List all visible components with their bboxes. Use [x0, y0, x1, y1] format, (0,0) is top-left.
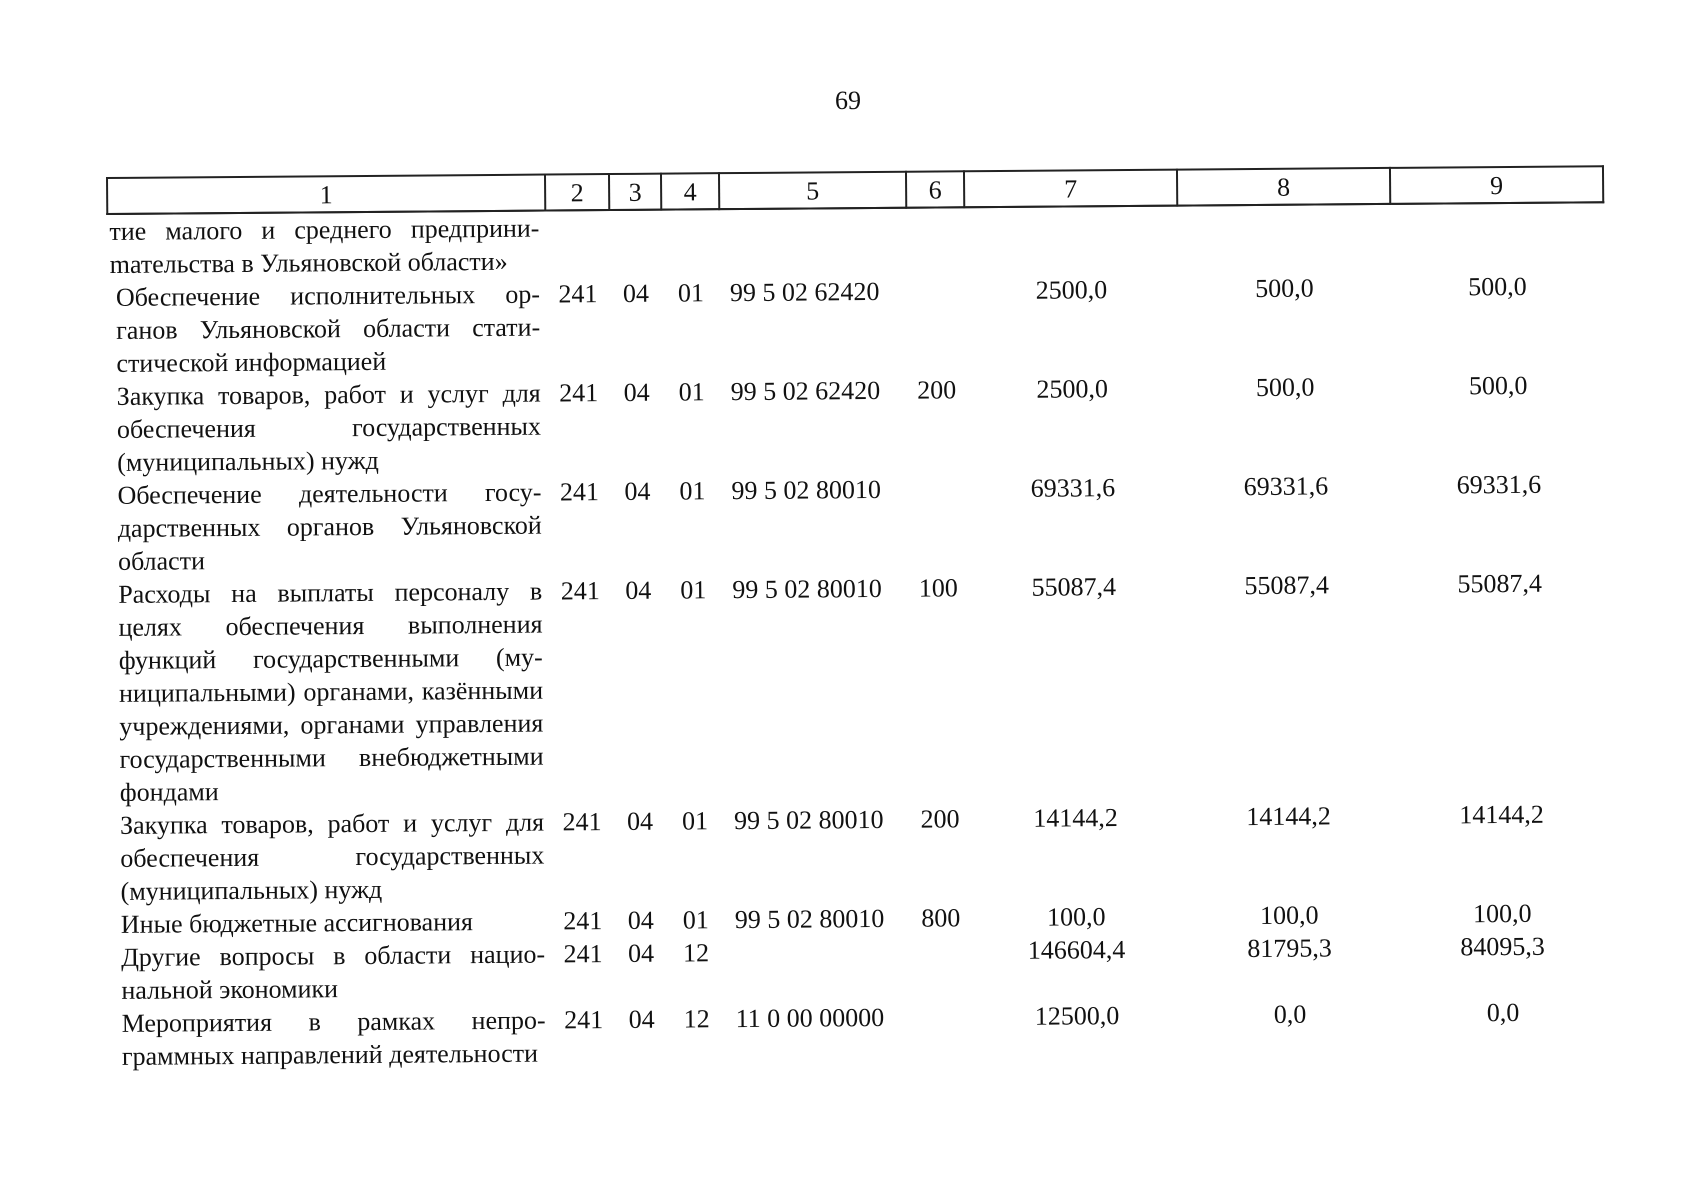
- row-amount-1: 2500,0: [1035, 275, 1108, 305]
- row-subsection: [661, 209, 720, 276]
- column-header-amount-3: 9: [1390, 166, 1603, 204]
- row-amount-3: 55087,4: [1457, 568, 1543, 599]
- row-target-article: 11 0 00 00000: [735, 1002, 885, 1034]
- row-admin: 241: [564, 1005, 604, 1035]
- row-admin: 241: [560, 576, 600, 606]
- row-target-article: 99 5 02 80010: [734, 903, 885, 935]
- row-section: 04: [624, 476, 651, 506]
- row-amount-2: 100,0: [1259, 900, 1319, 930]
- row-amount-2: 69331,6: [1243, 471, 1329, 502]
- budget-table: [106, 165, 1611, 1073]
- table-row: [112, 797, 1609, 908]
- row-amount-1: 2500,0: [1036, 374, 1109, 404]
- row-amount-3: 500,0: [1468, 271, 1527, 302]
- table-row: [107, 202, 1603, 281]
- row-expense-type: 100: [918, 573, 958, 603]
- row-section: 04: [626, 806, 654, 836]
- row-name: тие малого и среднего предприниmательства в Ульяновской области»: [109, 213, 540, 279]
- row-amount-3: 84095,3: [1460, 931, 1545, 962]
- table-row: [109, 467, 1606, 578]
- row-name: Обеспечение деятельности государственных органов Ульяновской области: [117, 477, 542, 576]
- row-expense-type: [906, 207, 965, 274]
- row-expense-type: [907, 274, 966, 373]
- row-name: Другие вопросы в области национальной экономики: [121, 939, 546, 1005]
- row-amount-1: 146604,4: [1027, 935, 1126, 965]
- row-admin: 241: [562, 807, 602, 837]
- column-header-target-article: 5: [719, 172, 906, 209]
- row-subsection: 01: [679, 476, 706, 506]
- row-amount-3: [1390, 202, 1604, 271]
- row-target-article: 99 5 02 80010: [732, 573, 882, 605]
- row-amount-2: 14144,2: [1246, 801, 1331, 832]
- row-name: Расходы на выплаты персоналу в целях обеспечения выполнения функций государственными (муниципальными) органами, казёнными учреждениями, органами управления государственными внебюджетными фондами: [118, 576, 544, 807]
- row-amount-2: [1177, 204, 1391, 273]
- table-row: [110, 566, 1608, 809]
- row-section: 04: [623, 377, 650, 407]
- row-name: Закупка товаров, работ и услуг для обеспечения государственных (муниципальных) нужд: [116, 378, 542, 477]
- column-header-expense-type: 6: [906, 171, 964, 207]
- table-row: [108, 269, 1605, 380]
- table-row: [109, 368, 1606, 479]
- row-expense-type: 800: [921, 903, 961, 933]
- budget-document: [106, 165, 1609, 1073]
- table-row: [114, 995, 1610, 1073]
- row-amount-2: 500,0: [1255, 273, 1314, 303]
- table-row: [113, 929, 1609, 1007]
- row-amount-2: 81795,3: [1247, 933, 1332, 964]
- row-expense-type: [912, 934, 971, 1000]
- row-subsection: 12: [682, 938, 710, 968]
- column-header-admin: 2: [545, 174, 609, 211]
- row-amount-1: 100,0: [1046, 902, 1106, 932]
- row-amount-2: 55087,4: [1244, 570, 1330, 601]
- row-amount-3: 100,0: [1472, 898, 1532, 929]
- row-target-article: [725, 935, 913, 1002]
- row-name: Обеспечение исполнительных органов Ульяновской области статистической информацией: [115, 279, 541, 378]
- row-name: Иные бюджетные ассигнования: [120, 907, 474, 939]
- column-header-section: 3: [609, 174, 661, 210]
- row-name: Закупка товаров, работ и услуг для обеспечения государственных (муниципальных) нужд: [119, 807, 545, 906]
- row-subsection: 12: [683, 1004, 710, 1034]
- row-section: [609, 210, 662, 277]
- row-expense-type: [908, 472, 967, 571]
- row-amount-1: 55087,4: [1031, 572, 1117, 602]
- row-amount-3: 69331,6: [1456, 469, 1542, 500]
- column-header-subsection: 4: [661, 173, 719, 209]
- row-amount-1: 12500,0: [1034, 1001, 1120, 1031]
- row-section: 04: [627, 905, 654, 935]
- row-amount-1: 69331,6: [1030, 473, 1116, 503]
- row-admin: 241: [563, 939, 603, 969]
- row-subsection: 01: [680, 575, 707, 605]
- row-target-article: 99 5 02 80010: [731, 474, 882, 506]
- row-admin: [545, 210, 610, 278]
- row-expense-type: [912, 1000, 971, 1066]
- row-section: 04: [625, 575, 652, 605]
- row-expense-type: 200: [920, 804, 960, 834]
- row-amount-1: [964, 206, 1178, 275]
- row-admin: 241: [559, 378, 599, 408]
- row-amount-3: 500,0: [1468, 370, 1528, 401]
- row-subsection: 01: [681, 806, 709, 836]
- row-name: Мероприятия в рамках непрограммных направлений деятельности: [121, 1005, 546, 1071]
- row-subsection: 01: [677, 278, 705, 308]
- column-header-name: 1: [107, 175, 545, 214]
- row-amount-3: 14144,2: [1459, 799, 1544, 830]
- row-expense-type: 200: [917, 375, 957, 405]
- row-amount-3: 0,0: [1486, 997, 1520, 1028]
- row-target-article: [719, 208, 907, 276]
- column-header-amount-2: 8: [1177, 168, 1390, 206]
- row-section: 04: [628, 1004, 655, 1034]
- row-section: 04: [622, 278, 650, 308]
- row-admin: 241: [558, 279, 598, 309]
- row-target-article: 99 5 02 80010: [733, 804, 884, 836]
- row-admin: 241: [563, 906, 603, 936]
- row-target-article: 99 5 02 62420: [729, 276, 880, 308]
- row-subsection: 01: [682, 905, 709, 935]
- row-amount-2: 0,0: [1273, 999, 1307, 1029]
- row-target-article: 99 5 02 62420: [730, 375, 881, 407]
- page-number: 69: [835, 86, 861, 115]
- column-header-amount-1: 7: [964, 170, 1177, 208]
- row-amount-1: 14144,2: [1033, 803, 1118, 833]
- row-amount-2: 500,0: [1255, 372, 1315, 402]
- row-subsection: 01: [678, 377, 705, 407]
- row-section: 04: [628, 938, 655, 968]
- row-admin: 241: [559, 477, 600, 507]
